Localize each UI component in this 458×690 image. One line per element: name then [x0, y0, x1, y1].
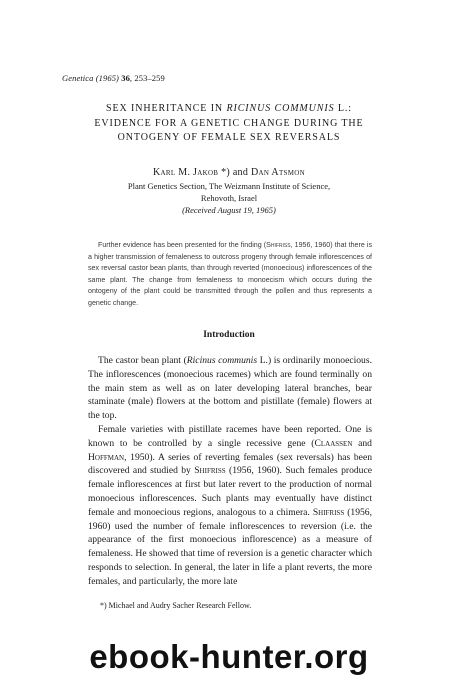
watermark: ebook-hunter.org [89, 638, 369, 675]
section-heading: Introduction [203, 330, 255, 340]
para2-citation-3: Shifriss [194, 465, 226, 477]
abstract-citation: Shifriss [266, 241, 291, 249]
para2-text-d: (1956, 1960) used the number of female inflorescences to reversion (i.e. the appearance of the first monoecious inflorescence) as a measure of femaleness. He showed that time of reversion is a genetic character which responds to selection. In general, the later in life a plant reverts, the more females, and particularly, the more late [88, 506, 372, 587]
affiliation [40, 181, 418, 216]
para2-text-b: , 1950). A series of reverting females (sex reversals) has been discovered and studied by [88, 451, 372, 477]
body-paragraph-1 [88, 354, 372, 423]
journal-name: Genetica [62, 73, 94, 83]
journal-year: (1965) [95, 73, 119, 83]
abstract-text-1: Further evidence has been presented for the finding ( [98, 241, 267, 249]
received-date: (Received August 19, 1965) [182, 204, 276, 215]
para2-citation-1: Claassen [314, 437, 353, 449]
abstract-text-2: , 1956, 1960) that there is a higher transmission of femaleness to outcross progeny through female inflorescences of sex reversal castor bean plants, than through reverted (monoecious) inflorescences of the same plant. The change from femaleness to monoecism which occurs during the ontogeny of the plant could be transmitted through the pollen and thus represents a genetic change. [88, 241, 372, 307]
affiliation-line-2: Rehovoth, Israel [200, 192, 258, 203]
title-line-3: ONTOGENY OF FEMALE SEX REVERSALS [117, 132, 341, 143]
affiliation-line-1: Plant Genetics Section, The Weizmann Institute of Science, [127, 181, 331, 191]
author-line [40, 167, 418, 178]
paper-title [40, 102, 418, 146]
para2-text-a: Female varieties with pistillate racemes have been reported. One is known to be controlled by a single recessive gene ( [88, 423, 372, 449]
title-line-1 [40, 102, 418, 117]
body-paragraph-2 [88, 423, 372, 589]
para1-text-a: The castor bean plant ( [98, 355, 187, 366]
para2-citation-4: Shifriss [312, 506, 345, 518]
title-line-2: EVIDENCE FOR A GENETIC CHANGE DURING THE [94, 117, 364, 129]
footnote: *) Michael and Audry Sacher Research Fellow. [100, 601, 252, 610]
para1-text-b: L.) is ordinarily monoecious. The inflorescences (monoecious racemes) which are found terminally on the main stem as well as on later developing lateral branches, bear staminate (male) flowers at the bottom and pistillate (female) flowers at the top. [88, 355, 372, 422]
author-footnote-marker: *) [218, 167, 233, 178]
title-species: RICINUS COMMUNIS [226, 103, 335, 114]
journal-volume: 36 [121, 73, 130, 83]
body-text [88, 354, 372, 589]
para1-species: Ricinus communis [186, 355, 258, 366]
abstract [88, 240, 372, 310]
para2-and: and [352, 437, 372, 449]
author-1: Karl M. Jakob [153, 167, 219, 178]
para2-citation-2: Hoffman [88, 451, 125, 463]
author-conjunction: and [232, 167, 249, 178]
journal-pages: , 253–259 [129, 73, 165, 83]
title-line-1-suffix: L.: [334, 103, 352, 114]
author-2: Dan Atsmon [248, 167, 305, 178]
journal-citation [62, 73, 165, 83]
title-line-1-prefix: SEX INHERITANCE IN [106, 103, 227, 114]
para2-text-c: (1956, 1960). Such females produce female inflorescences at first but later revert to the production of normal monoecious inflorescences. Such plants may eventually have distinct female and monoecious regions, analogous to a chimera. [88, 465, 372, 518]
